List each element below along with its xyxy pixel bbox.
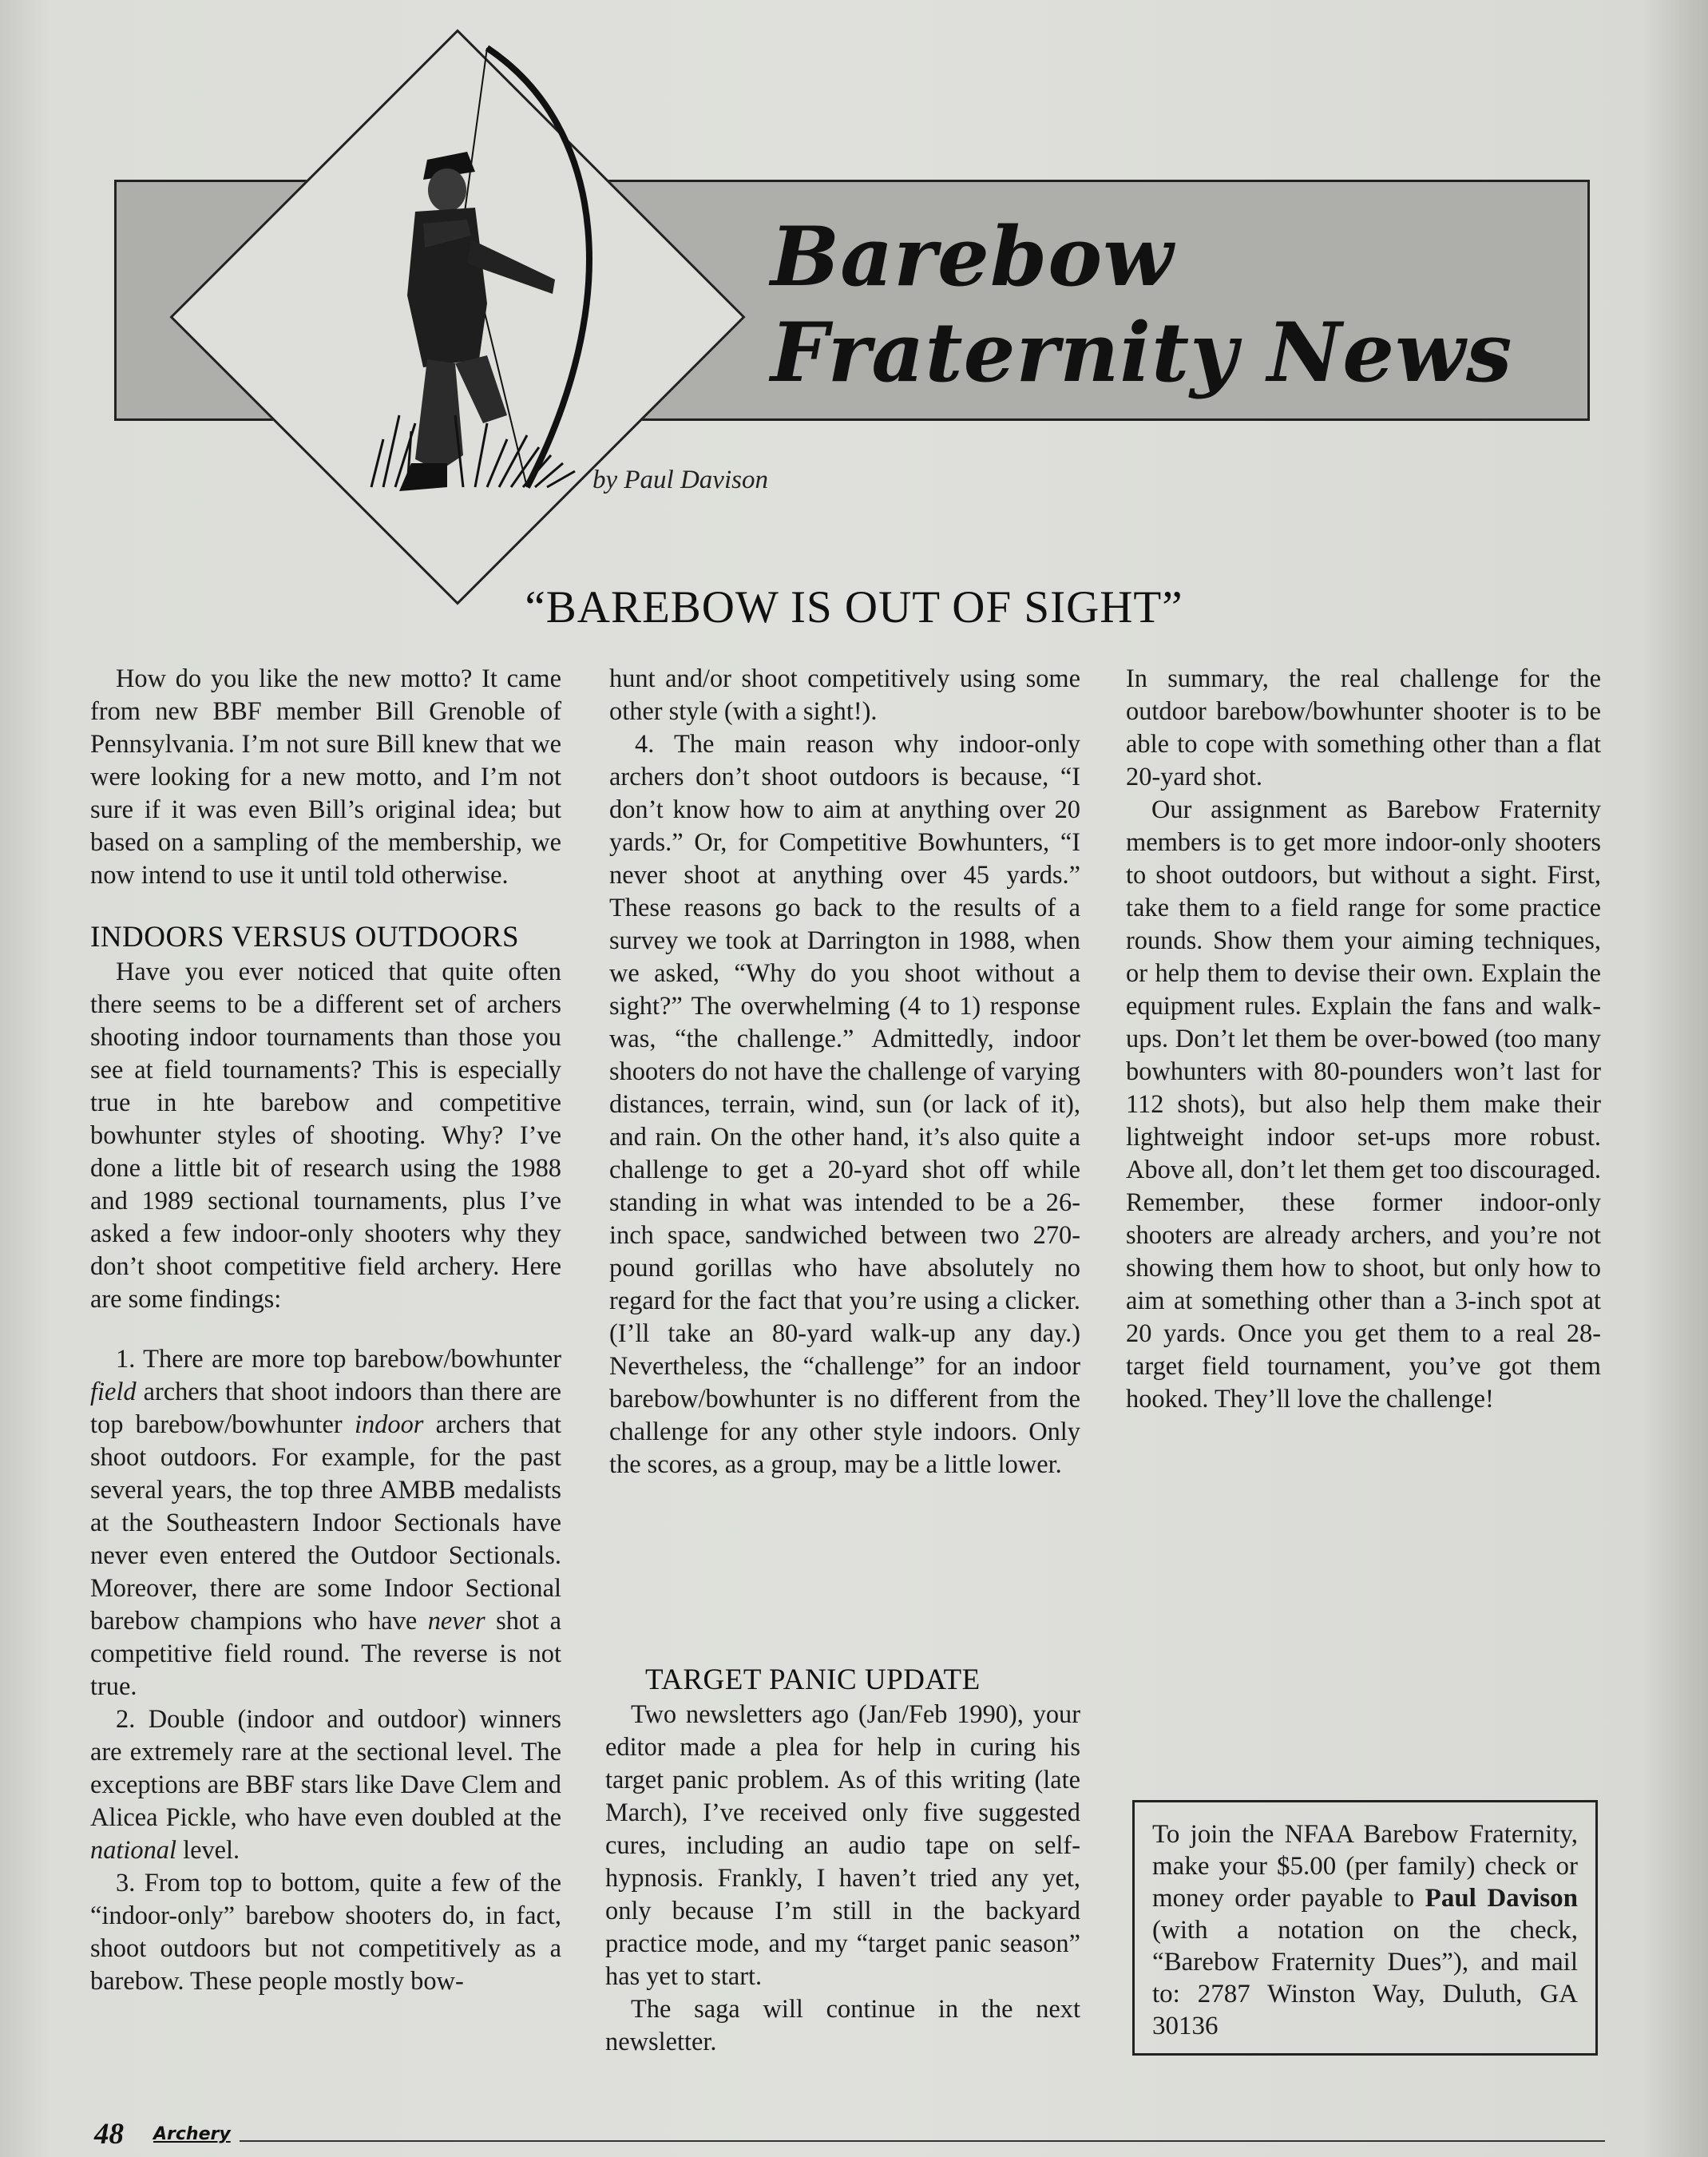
page-title	[771, 209, 1512, 401]
finding-4-paragraph: 4. The main reason why indoor-only archers don’t shoot outdoors is because, “I don’t know how to aim at anything over 20 yards.” Or, for Competitive Bowhunters, “I never shoot at anything over 45 yards.” These reasons go back to the results of a survey we took at Darrington in 1988, when we asked, “Why do you shoot without a sight?” The overwhelming (4 to 1) response was, “the challenge.” Admittedly, indoor shooters do not have the challenge of varying distances, terrain, wind, sun (or lack of it), and rain. On the other hand, it’s also quite a challenge to get a 20-yard shot off while standing in what was intended to be a 26-inch space, sandwiched between two 270-pound gorillas who have absolutely no regard for the fact that you’re using a clicker. (I’ll take an 80-yard walk-up any day.) Nevertheless, the “challenge” for an indoor barebow/bowhunter is no different from the challenge for any other style indoors. Only the scores, as a group, may be a little lower.	[609, 730, 1080, 1479]
byline: by Paul Davison	[592, 466, 768, 494]
target-panic-closing: The saga will continue in the next newsletter.	[605, 1995, 1080, 2056]
summary-paragraph: In summary, the real challenge for the outdoor barebow/bowhunter shooter is to be able to cope with something other than a flat 20-yard shot.	[1126, 664, 1601, 791]
article-column-2	[609, 663, 1080, 1481]
section-heading-indoors: INDOORS VERSUS OUTDOORS	[90, 921, 520, 954]
article-headline: “BAREBOW IS OUT OF SIGHT”	[525, 582, 1183, 632]
finding-3-paragraph: 3. From top to bottom, quite a few of the “indoor-only” barebow shooters do, in fact, shoot outdoors but not competitively as a barebow. These people mostly bow-	[90, 1869, 561, 1996]
payee-name: Paul Davison	[1425, 1884, 1579, 1913]
page-number: 48	[94, 2118, 124, 2151]
finding-2-paragraph: 2. Double (indoor and outdoor) winners are extremely rare at the sectional level. The exceptions are BBF stars like Dave Clem and Alicea Pickle, who have even doubled at the national level.	[90, 1705, 561, 1865]
footer-rule	[240, 2140, 1605, 2142]
title-line-1: Barebow	[771, 209, 1175, 305]
membership-info-box: To join the NFAA Barebow Fraternity, make your $5.00 (per family) check or money order payable to Paul Davison (with a notation on the check, “Barebow Fraternity Dues”), and mail to: 2787 Winston Way, Duluth, GA 30136	[1132, 1800, 1598, 2056]
target-panic-paragraph: Two newsletters ago (Jan/Feb 1990), your editor made a plea for help in curing his target panic problem. As of this writing (late March), I’ve received only five suggested cures, including an audio tape on self-hypnosis. Frankly, I haven’t tried any yet, only because I’m still in the backyard practice mode, and my “target panic season” has yet to start.	[605, 1700, 1080, 1991]
article-column-1	[90, 663, 561, 1998]
target-panic-section	[605, 1662, 1080, 2059]
title-line-2: Fraternity News	[771, 305, 1513, 401]
magazine-name: Archery	[153, 2124, 231, 2144]
finding-3-continued: hunt and/or shoot competitively using some other style (with a sight!).	[609, 664, 1080, 726]
assignment-paragraph: Our assignment as Barebow Fraternity members is to get more indoor-only shooters to shoot outdoors, but without a sight. First, take them to a field range for some practice rounds. Show them your aiming techniques, or help them to devise their own. Explain the equipment rules. Explain the fans and walk-ups. Don’t let them be over-bowed (too many bowhunters with 80-pounders won’t last for 112 shots), but also help them make their lightweight indoor set-ups more robust. Above all, don’t let them get too discouraged. Remember, these former indoor-only shooters are already archers, and you’re not showing them how to shoot, but only how to aim at something other than a 3-inch spot at 20 yards. Once you get them to a real 28-target field tournament, you’ve got them hooked. They’ll love the challenge!	[1126, 795, 1601, 1414]
indoors-paragraph: Have you ever noticed that quite often there seems to be a different set of archers shooting indoor tournaments than those you see at field tournaments? This is especially true in hte barebow and competitive bowhunter styles of shooting. Why? I’ve done a little bit of research using the 1988 and 1989 sectional tournaments, plus I’ve asked a few indoor-only shooters why they don’t shoot competitive field archery. Here are some findings:	[90, 958, 561, 1314]
intro-paragraph: How do you like the new motto? It came from new BBF member Bill Grenoble of Pennsylvania. I’m not sure Bill knew that we were looking for a new motto, and I’m not sure if it was even Bill’s original idea; but based on a sampling of the membership, we now intend to use it until told otherwise.	[90, 664, 561, 890]
section-heading-target-panic: TARGET PANIC UPDATE	[645, 1663, 981, 1696]
finding-1-paragraph: 1. There are more top barebow/bowhunter field archers that shoot indoors than there are top barebow/bowhunter indoor archers that shoot outdoors. For example, for the past several years, the top three AMBB medalists at the Southeastern Indoor Sectionals have never even entered the Outdoor Sectionals. Moreover, there are some Indoor Sectional barebow champions who have never shot a competitive field round. The reverse is not true.	[90, 1345, 561, 1701]
article-column-3	[1126, 663, 1601, 1416]
